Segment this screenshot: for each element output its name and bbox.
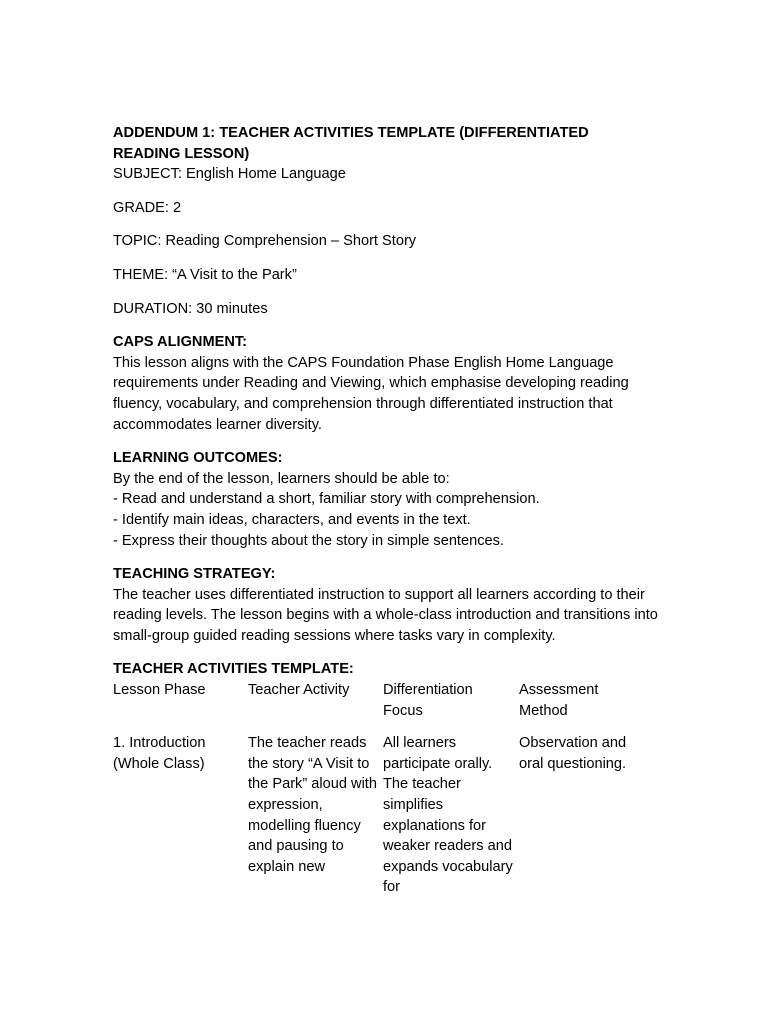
caps-heading: CAPS ALIGNMENT: [113, 334, 248, 351]
grade-line: GRADE: 2 [113, 199, 182, 216]
caps-body: This lesson aligns with the CAPS Foundation Phase English Home Language requirements under Reading and Viewing, which emphasise developing reading fluency, vocabulary, and comprehension through differentiated instruction that accommodates learner diversity. [113, 354, 629, 433]
outcomes-heading: LEARNING OUTCOMES: [113, 450, 283, 467]
outcome-item: - Read and understand a short, familiar story with comprehension. [113, 491, 540, 508]
document-title: ADDENDUM 1: TEACHER ACTIVITIES TEMPLATE (DIFFERENTIATED READING LESSON) [113, 125, 589, 162]
column-header: Lesson Phase [113, 682, 206, 699]
table-header-row [113, 680, 654, 733]
theme-line: THEME: “A Visit to the Park” [113, 266, 297, 283]
column-header: Assessment Method [519, 682, 599, 719]
table-cell-activity: The teacher reads the story “A Visit to the Park” aloud with expression, modelling fluency and pausing to explain new [248, 735, 377, 875]
strategy-heading: TEACHING STRATEGY: [113, 566, 276, 583]
table-cell-assessment: Observation and oral questioning. [519, 735, 627, 772]
column-header: Teacher Activity [248, 682, 350, 699]
table-cell-focus: All learners participate orally. The teacher simplifies explanations for weaker readers and expands vocabulary for [383, 735, 513, 896]
outcome-item: - Identify main ideas, characters, and events in the text. [113, 511, 471, 528]
template-heading: TEACHER ACTIVITIES TEMPLATE: [113, 661, 354, 678]
duration-line: DURATION: 30 minutes [113, 300, 268, 317]
column-header: Differentiation Focus [383, 682, 473, 719]
topic-line: TOPIC: Reading Comprehension – Short Story [113, 233, 417, 250]
document-content [113, 123, 658, 898]
outcome-item: - Express their thoughts about the story in simple sentences. [113, 532, 504, 549]
teacher-activities-table [113, 680, 654, 898]
subject-line: SUBJECT: English Home Language [113, 166, 346, 183]
strategy-body: The teacher uses differentiated instruction to support all learners according to their reading levels. The lesson begins with a whole-class introduction and transitions into small-group guided reading sessions where tasks vary in complexity. [113, 586, 658, 644]
outcomes-intro: By the end of the lesson, learners should be able to: [113, 470, 450, 487]
table-row [113, 733, 654, 898]
table-cell-phase: 1. Introduction (Whole Class) [113, 735, 206, 772]
